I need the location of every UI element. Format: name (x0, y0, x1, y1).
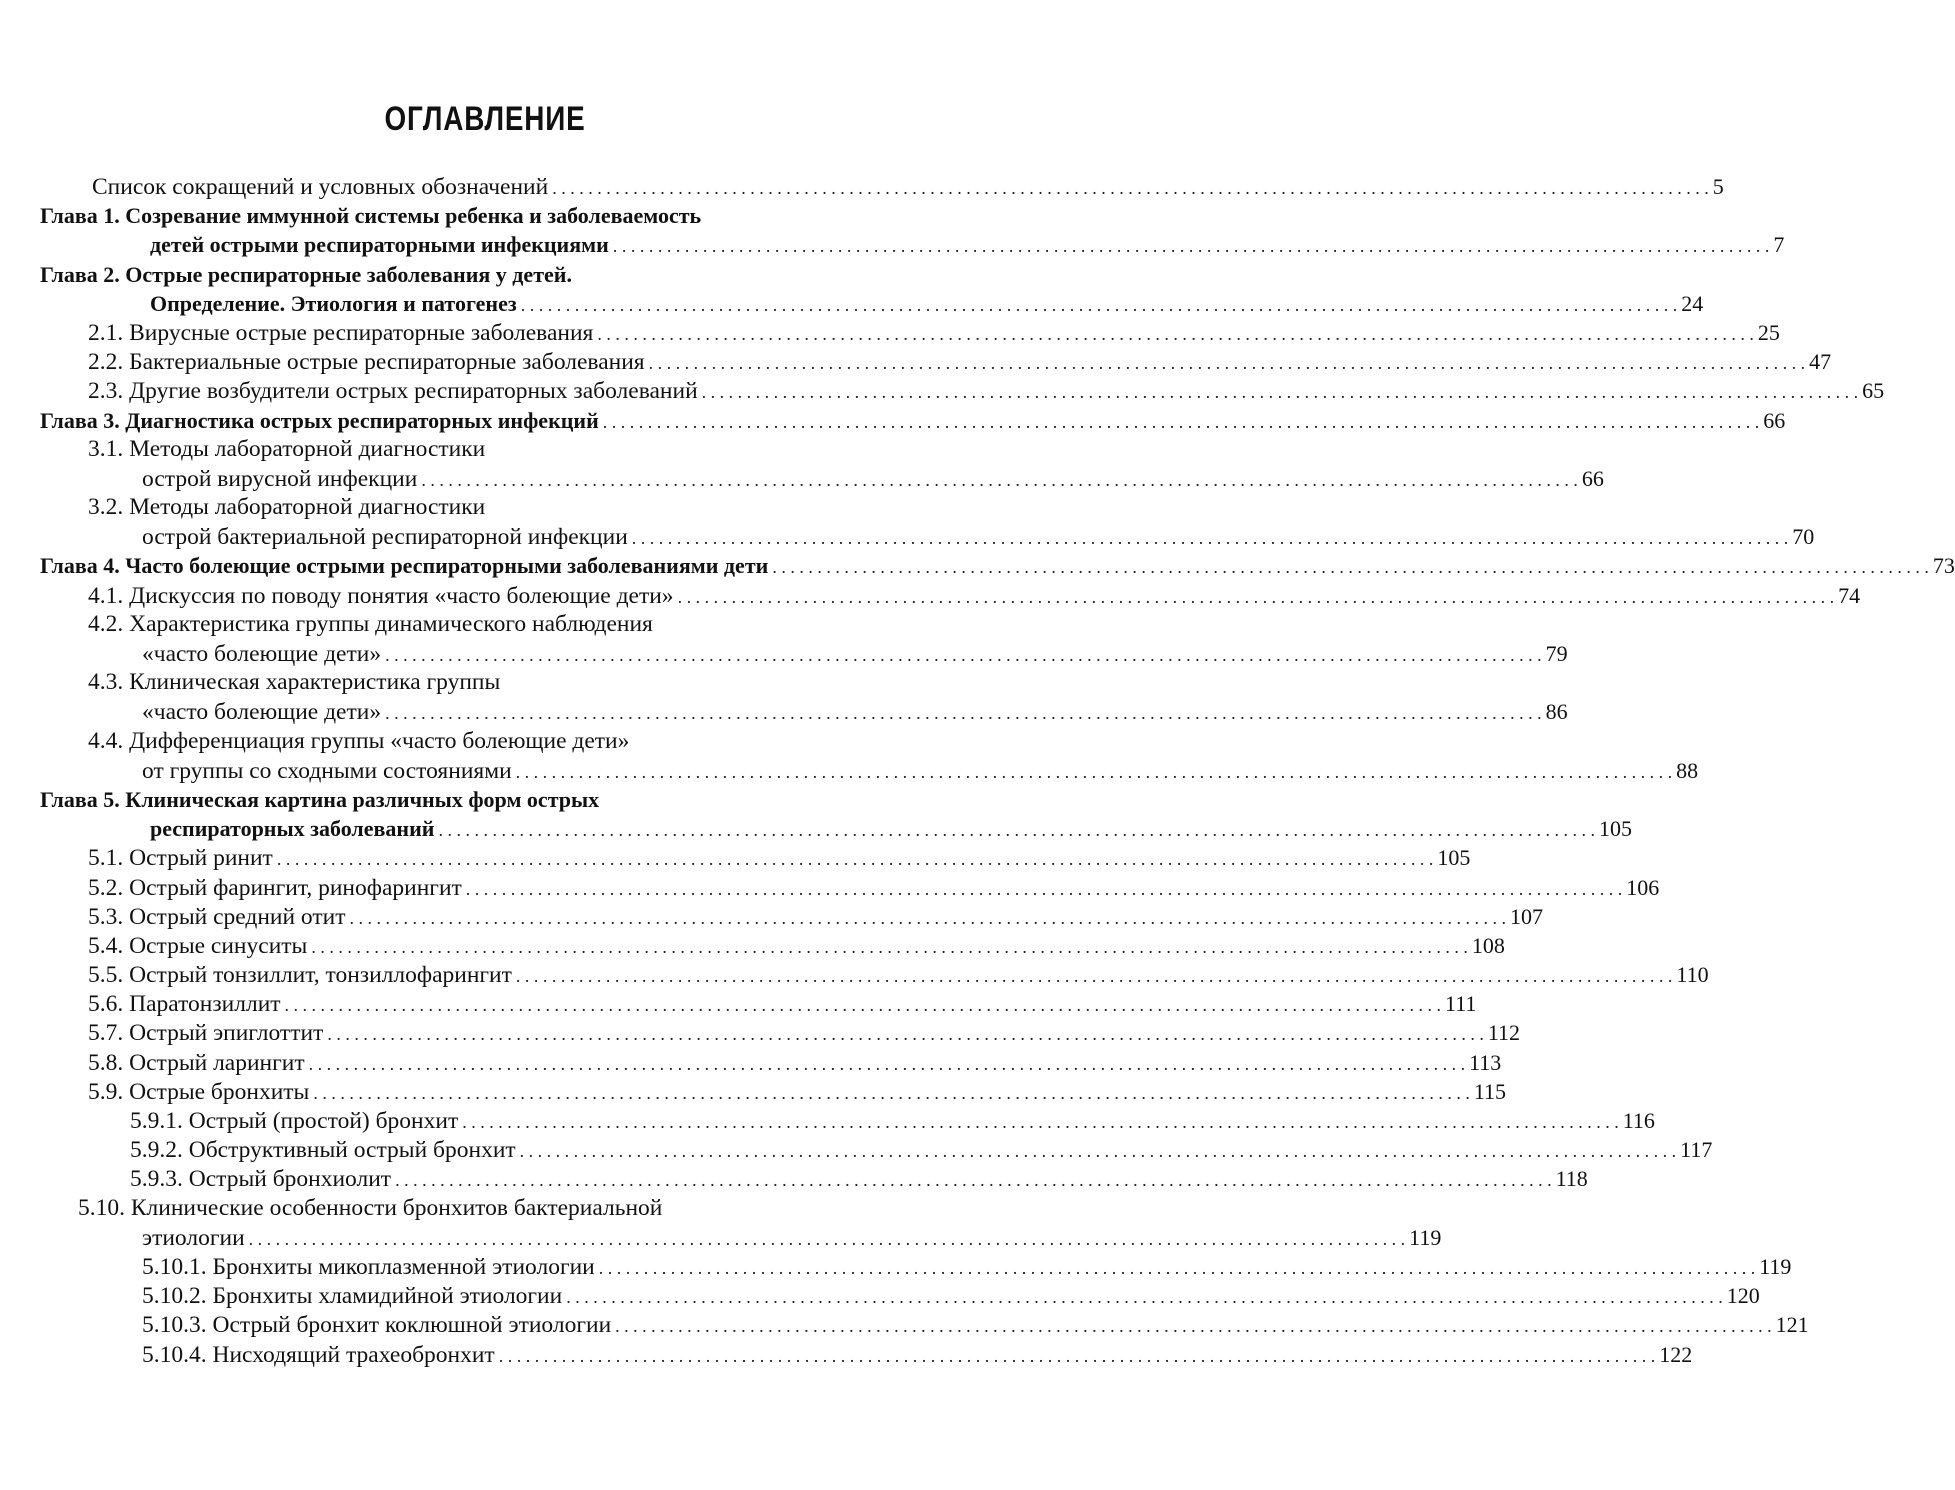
toc-line (0, 201, 1000, 230)
toc-line (0, 610, 1000, 639)
toc-entry (0, 989, 1477, 1018)
toc-page-number: 121 (1775, 1312, 1809, 1338)
toc-page-number: 110 (1676, 962, 1709, 988)
toc-line (0, 260, 1000, 289)
toc-entry (0, 172, 1724, 201)
toc-entry-title: Список сокращений и условных обозначений (92, 174, 549, 200)
toc-entry-title: Бронхиты микоплазменной этиологии (212, 1253, 595, 1280)
toc-line (0, 873, 1660, 902)
dot-leader (309, 1050, 1466, 1079)
toc-line (0, 230, 1785, 259)
toc-line (0, 347, 1832, 376)
toc-line (0, 493, 1000, 522)
toc-entry-title: Дискуссия по поводу понятия «часто болеющие дети» (129, 582, 674, 609)
toc-entry-number: 2.3. (88, 378, 130, 405)
dot-leader (649, 349, 1806, 378)
toc-entry-number: 5.3. (88, 903, 130, 930)
dot-leader (702, 378, 1859, 407)
dot-leader (678, 583, 1835, 612)
dot-leader (285, 991, 1442, 1020)
toc-entry-number: 4.4. (88, 727, 130, 754)
toc-line (0, 435, 1000, 464)
toc-chapter-entry (0, 201, 1785, 259)
toc-entry-number: Глава 2. (40, 261, 126, 287)
toc-entry-title: «часто болеющие дети» (142, 699, 382, 726)
toc-line (0, 1018, 1520, 1047)
dot-leader (327, 1020, 1484, 1049)
toc-entry-number: 5.9.3. (130, 1166, 189, 1193)
dot-leader (313, 1079, 1470, 1108)
toc-page-number: 25 (1757, 319, 1780, 345)
toc-entry (0, 347, 1832, 376)
toc-entry (0, 1252, 1792, 1281)
toc-entry-title: Острый эпиглоттит (129, 1020, 324, 1047)
toc-line (0, 1340, 1693, 1369)
toc-entry-title: Характеристика группы динамического наблюдения (129, 610, 653, 637)
toc-entry-title: Часто болеющие острыми респираторными заболеваниями дети (125, 553, 769, 579)
toc-line (0, 581, 1861, 610)
toc-entry (0, 1310, 1809, 1339)
toc-page-number: 86 (1545, 699, 1568, 725)
toc-entry-number: 3.1. (88, 435, 130, 462)
toc-entry (0, 1018, 1520, 1047)
dot-leader (249, 1225, 1406, 1254)
dot-leader (603, 408, 1760, 437)
dot-leader (499, 1342, 1656, 1371)
toc-entry (0, 1077, 1507, 1106)
toc-entry-title: Острый фарингит, ринофарингит (129, 874, 462, 901)
dot-leader (438, 816, 1595, 845)
toc-page-number: 119 (1759, 1253, 1792, 1279)
toc-entry-title: Острый (простой) бронхит (188, 1108, 459, 1134)
toc-line (0, 668, 1000, 697)
toc-page-number: 47 (1809, 349, 1832, 375)
toc-entry-title: Острые синуситы (129, 932, 308, 959)
toc-entry (0, 581, 1861, 610)
dot-leader (516, 758, 1673, 787)
toc-chapter-entry (0, 785, 1632, 843)
toc-entry-number: 4.2. (88, 610, 130, 637)
toc-entry-title: респираторных заболеваний (150, 816, 435, 842)
toc-line (0, 1252, 1792, 1281)
toc-entry-title: Острый бронхит коклюшной этиологии (212, 1312, 612, 1339)
toc-entry (0, 493, 1815, 551)
toc-page-number: 119 (1409, 1224, 1442, 1250)
toc-page-number: 105 (1437, 845, 1471, 871)
toc-entry (0, 960, 1709, 989)
toc-page-number: 105 (1598, 816, 1632, 842)
toc-line (0, 1135, 1713, 1164)
toc-entry (0, 1048, 1502, 1077)
toc-entry-number: 5.10.3. (142, 1312, 213, 1339)
dot-leader (566, 1283, 1723, 1312)
toc-entry-title: детей острыми респираторными инфекциями (150, 232, 609, 258)
toc-entry-number: 5.2. (88, 874, 130, 901)
toc-entry-number: 5.8. (88, 1049, 130, 1076)
toc-page-number: 66 (1581, 465, 1604, 491)
toc-line (0, 931, 1505, 960)
toc-line (0, 1106, 1655, 1135)
toc-entry (0, 843, 1471, 872)
toc-entry-title: Острый ринит (129, 845, 273, 872)
toc-entry (0, 376, 1885, 405)
table-of-contents (0, 172, 1955, 1369)
toc-entry-number: Глава 1. (40, 203, 126, 229)
toc-line (0, 902, 1543, 931)
toc-page-number: 111 (1445, 991, 1477, 1017)
toc-line (0, 1048, 1502, 1077)
dot-leader (772, 553, 1929, 582)
toc-line (0, 172, 1724, 201)
toc-entry-title: Методы лабораторной диагностики (129, 494, 486, 521)
toc-line (0, 1310, 1809, 1339)
toc-entry (0, 318, 1780, 347)
toc-page-number: 117 (1680, 1137, 1713, 1163)
toc-line (0, 376, 1885, 405)
toc-entry-title: Клиническая картина различных форм острых (125, 786, 600, 812)
toc-entry (0, 435, 1604, 493)
toc-page-number: 108 (1471, 932, 1505, 958)
toc-page-number: 120 (1726, 1283, 1760, 1309)
toc-line (0, 1281, 1760, 1310)
toc-entry-title: Острый тонзиллит, тонзиллофарингит (129, 962, 512, 989)
toc-entry-title: Другие возбудители острых респираторных заболеваний (129, 378, 698, 405)
toc-entry-number: 5.7. (88, 1020, 130, 1047)
toc-line (0, 785, 1000, 814)
toc-line (0, 814, 1632, 843)
toc-line (0, 1194, 1000, 1223)
dot-leader (613, 232, 1770, 261)
toc-entry-number: 5.9. (88, 1078, 130, 1105)
dot-leader (395, 1166, 1552, 1195)
toc-entry-title: Клинические особенности бронхитов бактериальной (130, 1194, 663, 1221)
toc-page-number: 7 (1773, 232, 1785, 258)
toc-page-number: 122 (1659, 1341, 1693, 1367)
dot-leader (421, 466, 1578, 495)
toc-entry-title: Клиническая характеристика группы (129, 669, 501, 696)
toc-entry-title: Диагностика острых респираторных инфекций (125, 407, 599, 433)
dot-leader (311, 933, 1468, 962)
toc-page-number: 118 (1555, 1166, 1588, 1192)
toc-page-number: 66 (1763, 407, 1786, 433)
toc-page-number: 116 (1622, 1108, 1655, 1133)
toc-chapter-entry (0, 260, 1704, 318)
toc-page-number: 88 (1676, 757, 1699, 783)
toc-entry-number: 5.10. (78, 1194, 131, 1221)
toc-entry (0, 873, 1660, 902)
toc-entry-title: Методы лабораторной диагностики (129, 435, 486, 462)
dot-leader (599, 1254, 1756, 1283)
toc-page-number: 106 (1626, 874, 1660, 900)
toc-line (0, 318, 1780, 347)
toc-line (0, 1223, 1442, 1252)
toc-entry (0, 1281, 1760, 1310)
toc-line (0, 406, 1786, 435)
toc-entry-number: 5.9.2. (130, 1137, 189, 1164)
toc-page-number: 65 (1862, 378, 1885, 404)
toc-entry-number: 2.1. (88, 319, 130, 346)
dot-leader (632, 524, 1789, 553)
toc-entry-number: 5.10.1. (142, 1253, 213, 1280)
toc-line (0, 522, 1815, 551)
toc-entry-number: Глава 3. (40, 407, 126, 433)
toc-entry-title: «часто болеющие дети» (142, 641, 382, 667)
toc-chapter-entry (0, 406, 1786, 435)
toc-page-number: 5 (1712, 174, 1724, 199)
dot-leader (520, 1137, 1677, 1166)
toc-entry (0, 1135, 1713, 1164)
toc-page-number: 113 (1469, 1049, 1502, 1075)
toc-page-number: 74 (1838, 582, 1861, 608)
toc-line (0, 756, 1699, 785)
toc-entry-title: Вирусные острые респираторные заболевания (129, 319, 594, 346)
toc-entry (0, 1106, 1655, 1135)
toc-entry-title: Острые бронхиты (129, 1078, 310, 1105)
toc-page-number: 79 (1545, 641, 1568, 666)
toc-line (0, 960, 1709, 989)
toc-entry-number: 3.2. (88, 494, 130, 521)
toc-line (0, 1077, 1507, 1106)
dot-leader (462, 1108, 1619, 1137)
toc-entry-number: 5.4. (88, 932, 130, 959)
toc-entry-title: острой бактериальной респираторной инфекции (142, 524, 628, 551)
toc-entry-title: Дифференциация группы «часто болеющие дети» (129, 727, 630, 754)
dot-leader (385, 641, 1542, 670)
toc-entry-title: Определение. Этиология и патогенез (150, 290, 517, 316)
toc-chapter-entry (0, 551, 1955, 580)
toc-entry-number: 5.6. (88, 991, 130, 1018)
toc-entry-number: 5.1. (88, 845, 130, 872)
toc-entry-number: Глава 4. (40, 553, 126, 579)
toc-entry-number: Глава 5. (40, 786, 126, 812)
toc-entry-number: 4.1. (88, 582, 130, 609)
toc-entry-number: 5.10.2. (142, 1283, 213, 1310)
dot-leader (350, 904, 1507, 933)
toc-entry-number: 2.2. (88, 349, 130, 376)
toc-line (0, 289, 1704, 318)
toc-line (0, 1164, 1588, 1193)
toc-entry-title: Острый средний отит (129, 903, 346, 930)
toc-entry (0, 1164, 1588, 1193)
toc-entry (0, 1340, 1693, 1369)
toc-entry-title: Нисходящий трахеобронхит (212, 1341, 495, 1368)
toc-entry-title: Обструктивный острый бронхит (188, 1137, 516, 1164)
toc-entry (0, 1194, 1442, 1252)
dot-leader (385, 699, 1542, 728)
toc-page-number: 70 (1792, 524, 1815, 550)
toc-entry-title: от группы со сходными состояниями (142, 757, 512, 784)
dot-leader (516, 962, 1673, 991)
toc-line (0, 727, 1000, 756)
toc-line (0, 989, 1477, 1018)
dot-leader (277, 845, 1434, 874)
toc-line (0, 639, 1568, 668)
toc-entry-number: 4.3. (88, 669, 130, 696)
toc-entry (0, 727, 1699, 785)
toc-entry-number: 5.9.1. (130, 1108, 189, 1134)
toc-line (0, 464, 1604, 493)
toc-entry (0, 931, 1505, 960)
toc-entry (0, 902, 1543, 931)
dot-leader (552, 174, 1709, 203)
toc-entry (0, 610, 1568, 668)
toc-entry-title: Острый бронхиолит (188, 1166, 392, 1193)
toc-entry-title: Созревание иммунной системы ребенка и заболеваемость (125, 203, 702, 229)
toc-entry-title: Бактериальные острые респираторные заболевания (129, 349, 645, 376)
toc-entry-title: Острый ларингит (129, 1049, 305, 1076)
toc-entry-title: Паратонзиллит (129, 991, 281, 1018)
page-title: ОГЛАВЛЕНИЕ (384, 100, 586, 138)
toc-line (0, 697, 1568, 726)
toc-page-number: 115 (1473, 1078, 1507, 1104)
dot-leader (615, 1312, 1772, 1341)
toc-page-number: 112 (1487, 1020, 1520, 1046)
toc-page-number: 73 (1932, 553, 1955, 579)
toc-entry-title: Острые респираторные заболевания у детей. (125, 261, 572, 287)
toc-entry (0, 668, 1568, 726)
dot-leader (466, 875, 1623, 904)
toc-entry-title: этиологии (142, 1224, 245, 1251)
toc-line (0, 551, 1955, 580)
toc-entry-number: 5.5. (88, 962, 130, 989)
dot-leader (521, 291, 1678, 320)
toc-entry-title: острой вирусной инфекции (142, 465, 418, 492)
toc-entry-title: Бронхиты хламидийной этиологии (212, 1283, 563, 1310)
toc-entry-number: 5.10.4. (142, 1341, 213, 1368)
toc-line (0, 843, 1471, 872)
toc-page-number: 24 (1681, 290, 1704, 316)
dot-leader (597, 320, 1754, 349)
toc-page-number: 107 (1510, 903, 1543, 929)
